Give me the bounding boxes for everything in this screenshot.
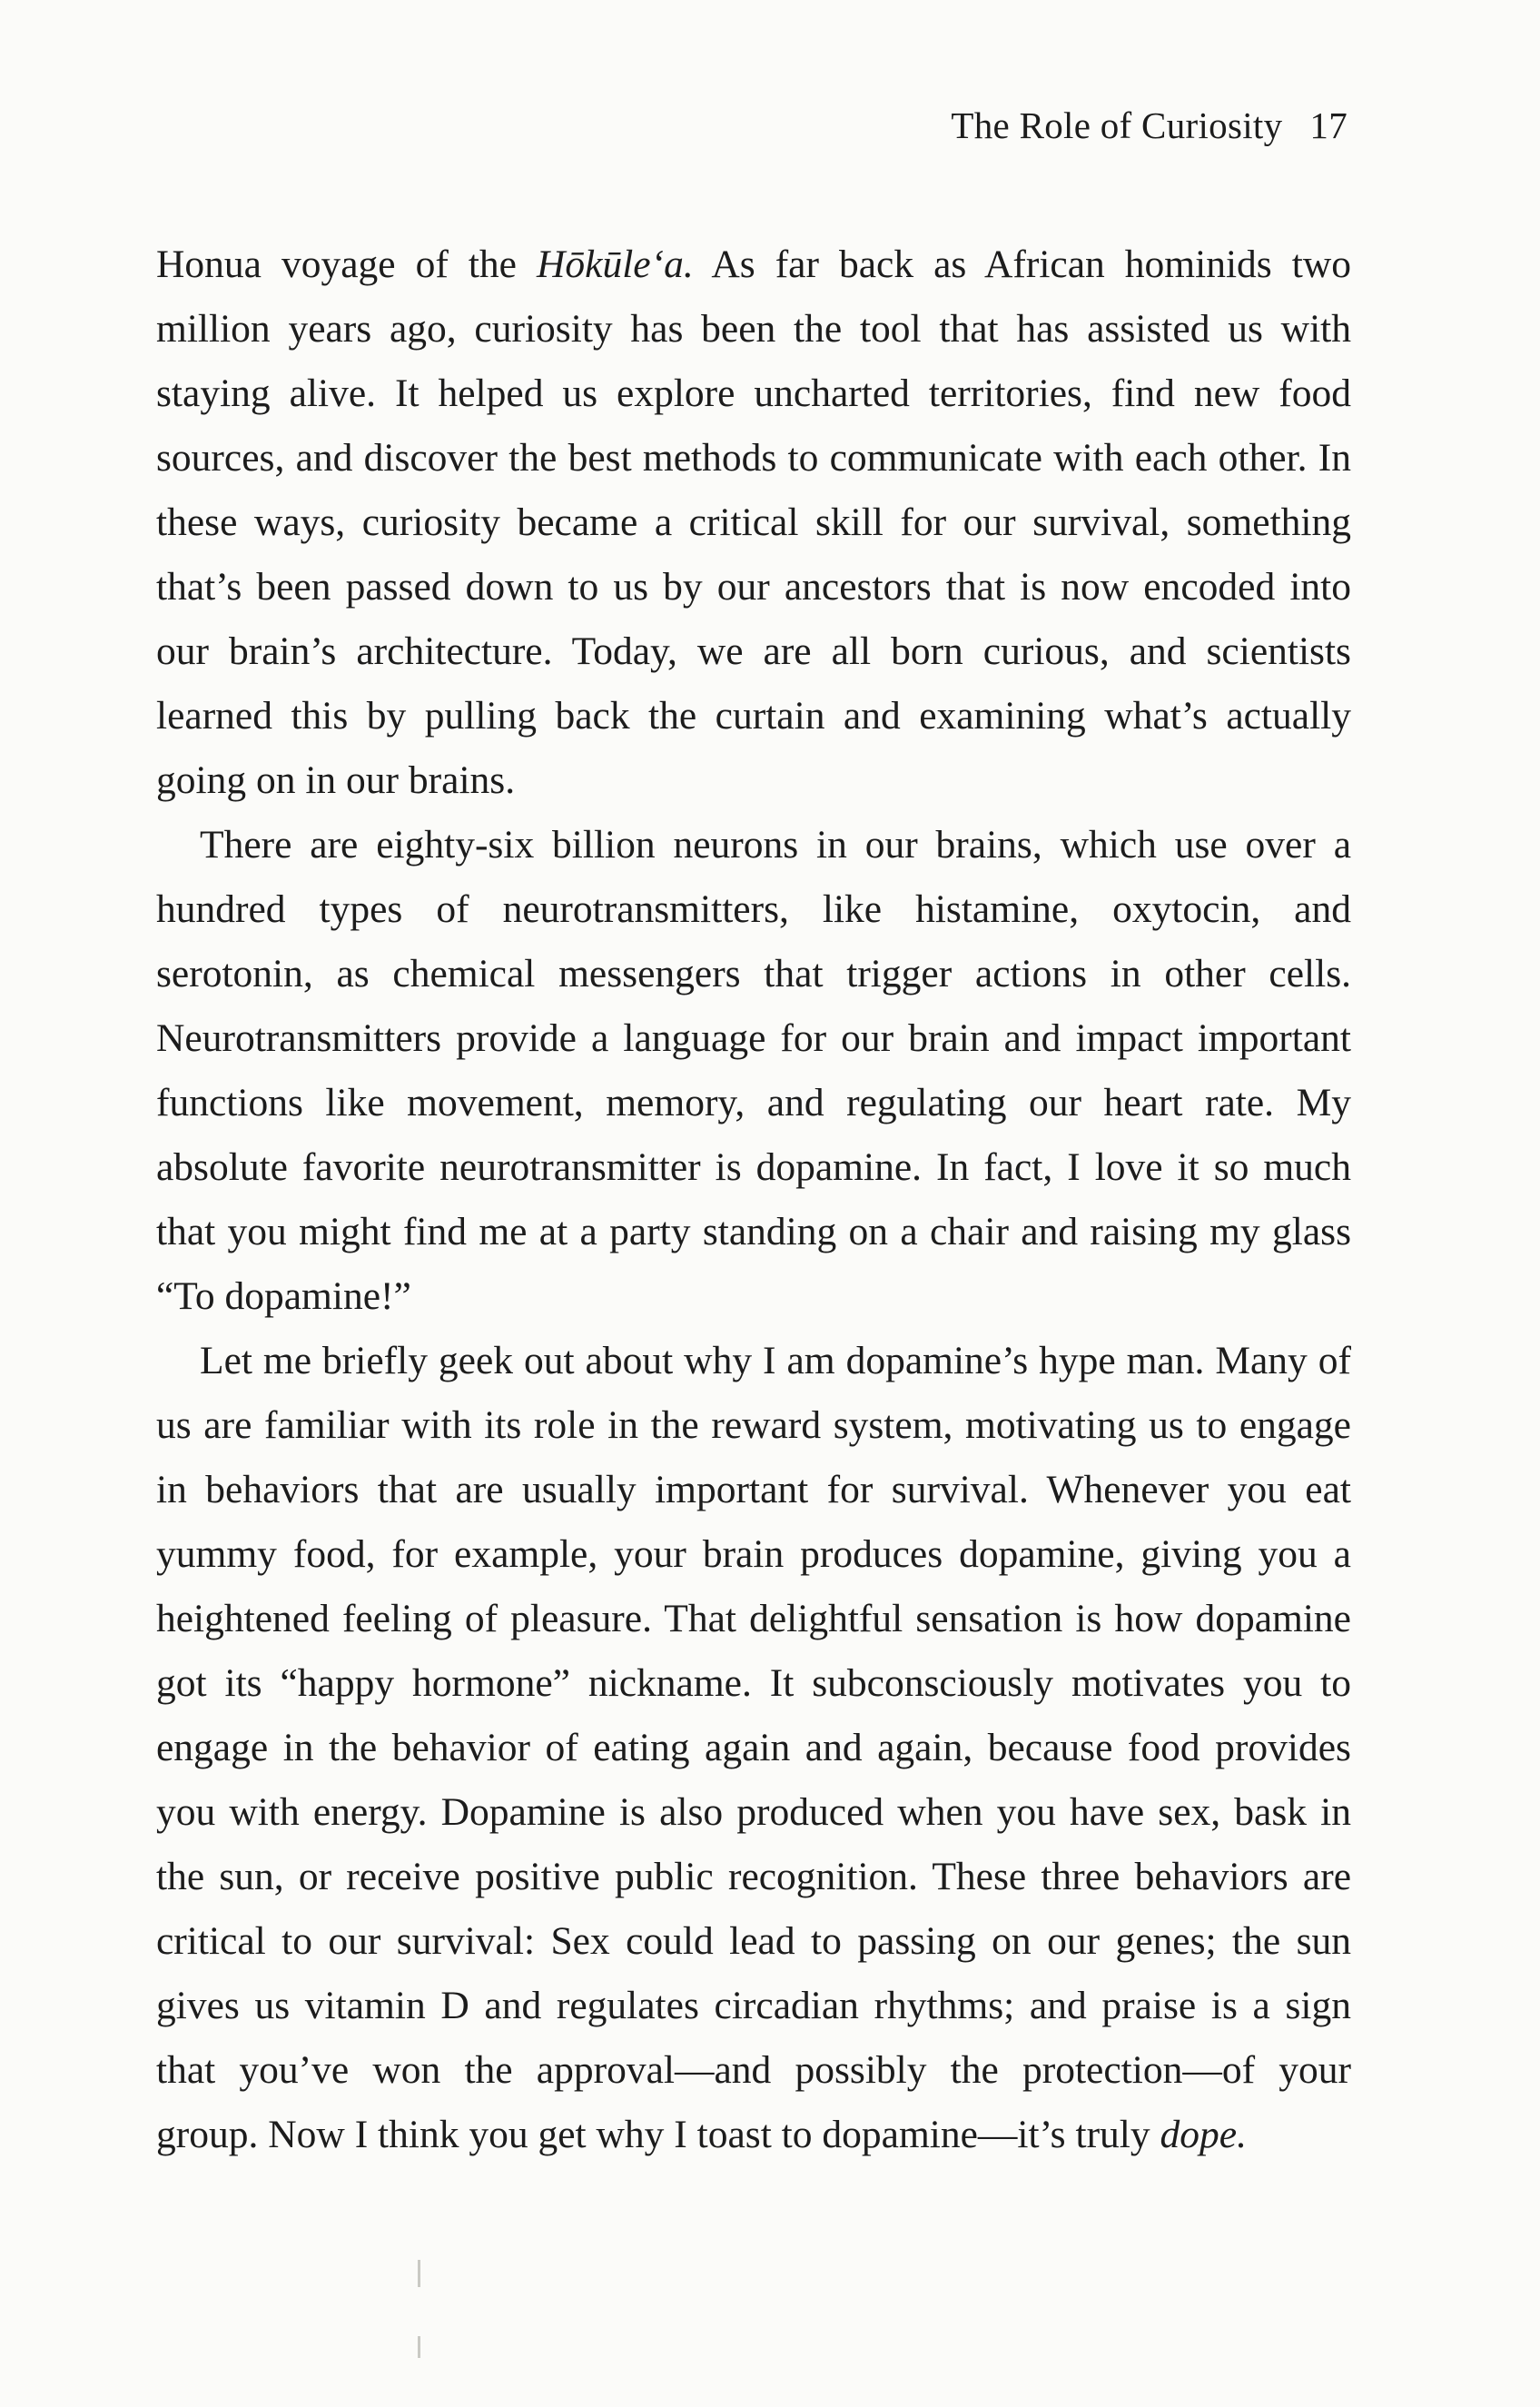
body-text [156, 233, 1351, 2167]
paragraph-3 [156, 1329, 1351, 2167]
closing-emphasis: dope. [1160, 2113, 1247, 2156]
paragraph-1-rest: As far back as African hominids two million years ago, curiosity has been the tool that has assisted us with staying alive. It helped us explore uncharted territories, find new food sources, and discover the best methods to communicate with each other. In these ways, curiosity became a critical skill for our survival, something that’s been passed down to us by our ancestors that is now encoded into our brain’s architecture. Today, we are all born curious, and scientists learned this by pulling back the curtain and examining what’s actually going on in our brains. [156, 243, 1351, 802]
paragraph-2: There are eighty-six billion neurons in our brains, which use over a hundred types of neurotransmitters, like histamine, oxytocin, and serotonin, as chemical messengers that trigger actions in other cells. Neurotransmitters provide a language for our brain and impact important functions like movement, memory, and regulating our heart rate. My absolute favorite neurotransmitter is dopamine. In fact, I love it so much that you might find me at a party standing on a chair and raising my glass “To dopamine!” [156, 823, 1351, 1318]
scan-mark [418, 2336, 420, 2358]
paragraph-1 [156, 233, 1351, 813]
running-head [951, 104, 1348, 146]
canoe-name: Hōkūle‘a. [537, 243, 694, 286]
chapter-title: The Role of Curiosity [951, 104, 1283, 146]
page-number: 17 [1309, 104, 1348, 146]
paragraph-3-start: Let me briefly geek out about why I am dopamine’s hype man. Many of us are familiar with its role in the reward system, motivating us to engage in behaviors that are usually important for survival. Whenever you eat yummy food, for example, your brain produces dopamine, giving you a heightened feeling of pleasure. That delightful sensation is how dopamine got its “happy hormone” nickname. It subconsciously motivates you to engage in the behavior of eating again and again, because food provides you with energy. Dopamine is also produced when you have sex, bask in the sun, or receive positive public recognition. These three behaviors are critical to our survival: Sex could lead to passing on our genes; the sun gives us vitamin D and regulates circadian rhythms; and praise is a sign that you’ve won the approval—and possibly the protection—of your group. Now I think you get why I toast to dopamine—it’s truly [156, 1339, 1351, 2156]
paragraph-1-start: Honua voyage of the [156, 243, 537, 286]
scan-mark [418, 2260, 420, 2287]
